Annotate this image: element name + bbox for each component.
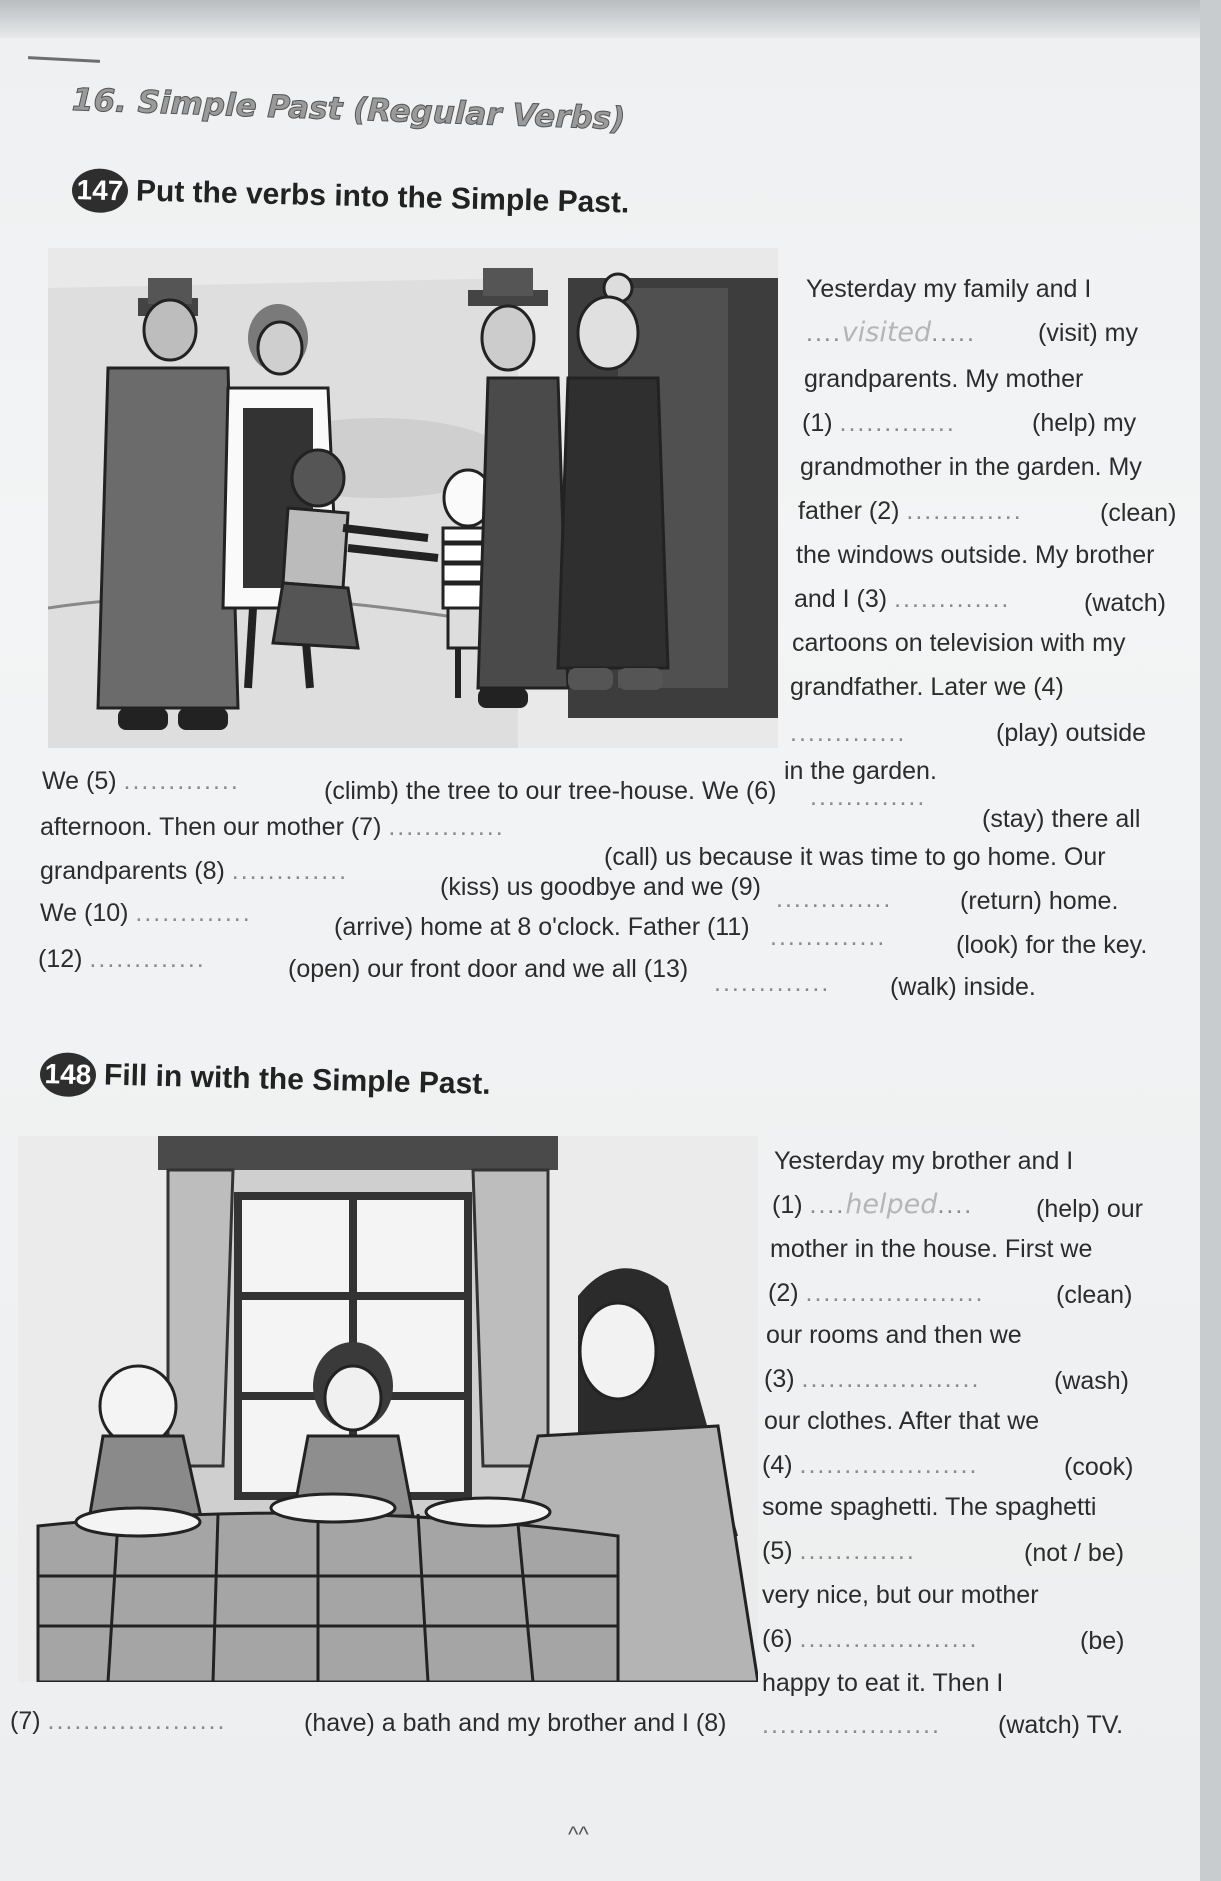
- ex147-item-7: [40, 812, 505, 842]
- ex147-item-6-blank: [810, 782, 926, 812]
- answer-blank-4[interactable]: .............: [790, 719, 907, 747]
- blank-dots: ....: [937, 1191, 974, 1219]
- ex147-item-11-blank: [770, 922, 886, 952]
- answer-blank-2[interactable]: .............: [906, 497, 1023, 525]
- ex147-item-8: [40, 856, 348, 886]
- answer-blank-8[interactable]: .............: [231, 857, 349, 885]
- ex147-verb-play: (play) outside: [996, 719, 1147, 747]
- ex147-climb-line: (climb) the tree to our tree-house. We (6): [324, 777, 777, 805]
- ex148-line: our rooms and then we: [766, 1321, 1022, 1349]
- ex148-line: happy to eat it. Then I: [762, 1669, 1004, 1697]
- ex148-item-1: [772, 1190, 973, 1220]
- ex147-verb-return: (return) home.: [960, 887, 1119, 915]
- blank-dots: ....: [806, 319, 842, 347]
- ex147-verb-walk: (walk) inside.: [890, 973, 1036, 1001]
- example-answer: helped: [845, 1189, 938, 1220]
- ex148-item-8-blank: [762, 1710, 941, 1740]
- ex147-item-1: [802, 408, 956, 438]
- answer-blank-5[interactable]: .............: [123, 767, 240, 795]
- ex147-open-line: (open) our front door and we all (13): [288, 955, 689, 983]
- left-curtain: [168, 1170, 233, 1466]
- ex147-item-2: [798, 496, 1023, 526]
- ex148-have-line: (have) a bath and my brother and I (8): [304, 1709, 727, 1737]
- ex148-line: very nice, but our mother: [762, 1581, 1039, 1609]
- ex147-verb-visit: (visit) my: [1038, 319, 1138, 347]
- ex148-verb-clean: (clean): [1056, 1281, 1133, 1309]
- item-text: grandparents (8): [40, 857, 225, 885]
- item-number: (1): [802, 409, 833, 437]
- exercise-instruction: Put the verbs into the Simple Past.: [135, 174, 630, 220]
- ex148-verb-cook: (cook): [1064, 1453, 1134, 1481]
- item-number: (3): [764, 1365, 795, 1393]
- exercise-number-badge: 147: [71, 168, 128, 213]
- ex148-line: some spaghetti. The spaghetti: [762, 1493, 1097, 1521]
- ex147-verb-help: (help) my: [1032, 409, 1137, 437]
- answer-blank-10[interactable]: .............: [135, 899, 252, 927]
- ex147-line-intro: Yesterday my family and I: [806, 275, 1092, 303]
- ex147-line: grandparents. My mother: [804, 365, 1084, 393]
- page-right-edge: [1200, 0, 1221, 1881]
- plate: [76, 1508, 200, 1536]
- item-number: (1): [772, 1191, 803, 1219]
- ex147-kiss-line: (kiss) us goodbye and we (9): [440, 873, 761, 901]
- ex148-item-4: [762, 1450, 978, 1480]
- ex147-verb-watch: (watch): [1084, 589, 1166, 617]
- answer-blank-8[interactable]: ....................: [762, 1711, 941, 1739]
- ex147-call-line: (call) us because it was time to go home. Our: [604, 843, 1106, 871]
- item-number: (2): [768, 1279, 799, 1307]
- ex148-item-2: [768, 1278, 984, 1308]
- ex147-line: in the garden.: [784, 757, 937, 785]
- ex147-item-12: [38, 944, 206, 974]
- answer-blank-12[interactable]: .............: [89, 945, 206, 973]
- ex147-line: grandmother in the garden. My: [800, 453, 1142, 481]
- item-number: We (10): [40, 899, 129, 927]
- ex147-item-13-blank: [714, 968, 830, 998]
- ex148-item-7: [10, 1706, 226, 1736]
- answer-blank-3[interactable]: .............: [894, 585, 1011, 613]
- ex147-item-4-blank: [790, 718, 906, 748]
- family-illustration: [48, 248, 778, 748]
- exercise-instruction: Fill in with the Simple Past.: [103, 1058, 491, 1102]
- ex148-item-5: [762, 1536, 916, 1566]
- right-curtain: [473, 1170, 548, 1466]
- ex148-verb-watch: (watch) TV.: [998, 1711, 1124, 1739]
- item-number: (7): [10, 1707, 41, 1735]
- ex148-item-3: [764, 1364, 980, 1394]
- answer-blank-5[interactable]: .............: [799, 1537, 916, 1565]
- item-number: (5): [762, 1537, 793, 1565]
- ex148-line: our clothes. After that we: [764, 1407, 1040, 1435]
- answer-blank-11[interactable]: .............: [770, 923, 887, 951]
- ex147-item-5: [42, 766, 240, 796]
- curtain-rail: [158, 1136, 558, 1170]
- example-answer: visited: [841, 317, 932, 348]
- ex148-verb-be: (be): [1080, 1627, 1125, 1655]
- ex147-line: cartoons on television with my: [792, 629, 1126, 657]
- answer-blank-7[interactable]: ....................: [47, 1707, 227, 1735]
- blank-dots: .....: [931, 319, 976, 347]
- ex147-arrive-line: (arrive) home at 8 o'clock. Father (11): [334, 913, 750, 941]
- ex147-item-4: grandfather. Later we (4): [790, 673, 1064, 701]
- item-number: We (5): [42, 767, 117, 795]
- answer-blank-6[interactable]: ....................: [799, 1625, 979, 1653]
- exercise-number-badge: 148: [39, 1052, 96, 1097]
- ex147-verb-look: (look) for the key.: [956, 931, 1148, 959]
- answer-blank-7[interactable]: .............: [388, 813, 505, 841]
- answer-blank-9[interactable]: .............: [776, 885, 893, 913]
- ex148-line: mother in the house. First we: [770, 1235, 1093, 1263]
- ex148-item-6: [762, 1624, 978, 1654]
- ex147-verb-clean: (clean): [1100, 499, 1177, 527]
- ex148-verb-wash: (wash): [1054, 1367, 1130, 1395]
- ex147-item-9-blank: [776, 884, 892, 914]
- ex148-verb-not-be: (not / be): [1024, 1539, 1125, 1567]
- item-number: (12): [38, 945, 83, 973]
- ex147-line: the windows outside. My brother: [796, 541, 1155, 569]
- blank-dots: ....: [809, 1191, 846, 1219]
- ex147-verb-stay: (stay) there all: [982, 805, 1141, 833]
- ex148-line-intro: Yesterday my brother and I: [774, 1147, 1074, 1175]
- item-number: (4): [762, 1451, 793, 1479]
- unit-title: 16. Simple Past (Regular Verbs): [71, 82, 626, 138]
- plate: [271, 1494, 395, 1522]
- answer-blank-13[interactable]: .............: [714, 969, 831, 997]
- ex147-item-3: [794, 584, 1010, 614]
- page-number: ^^: [568, 1822, 589, 1847]
- plate: [426, 1498, 550, 1526]
- page-top-shadow: [0, 0, 1221, 38]
- answer-blank-6[interactable]: .............: [810, 783, 927, 811]
- ex147-item-10: [40, 898, 252, 928]
- ex148-verb-help: (help) our: [1036, 1195, 1143, 1223]
- ex147-example-row: [806, 318, 976, 348]
- dinner-illustration: [18, 1136, 758, 1682]
- answer-blank-1[interactable]: .............: [839, 409, 956, 437]
- answer-blank-2[interactable]: ....................: [805, 1279, 985, 1307]
- item-number: (6): [762, 1625, 793, 1653]
- item-number: and I (3): [794, 585, 888, 613]
- item-text: afternoon. Then our mother (7): [40, 813, 382, 841]
- item-number: father (2): [798, 497, 900, 525]
- answer-blank-3[interactable]: ....................: [801, 1365, 981, 1393]
- answer-blank-4[interactable]: ....................: [799, 1451, 979, 1479]
